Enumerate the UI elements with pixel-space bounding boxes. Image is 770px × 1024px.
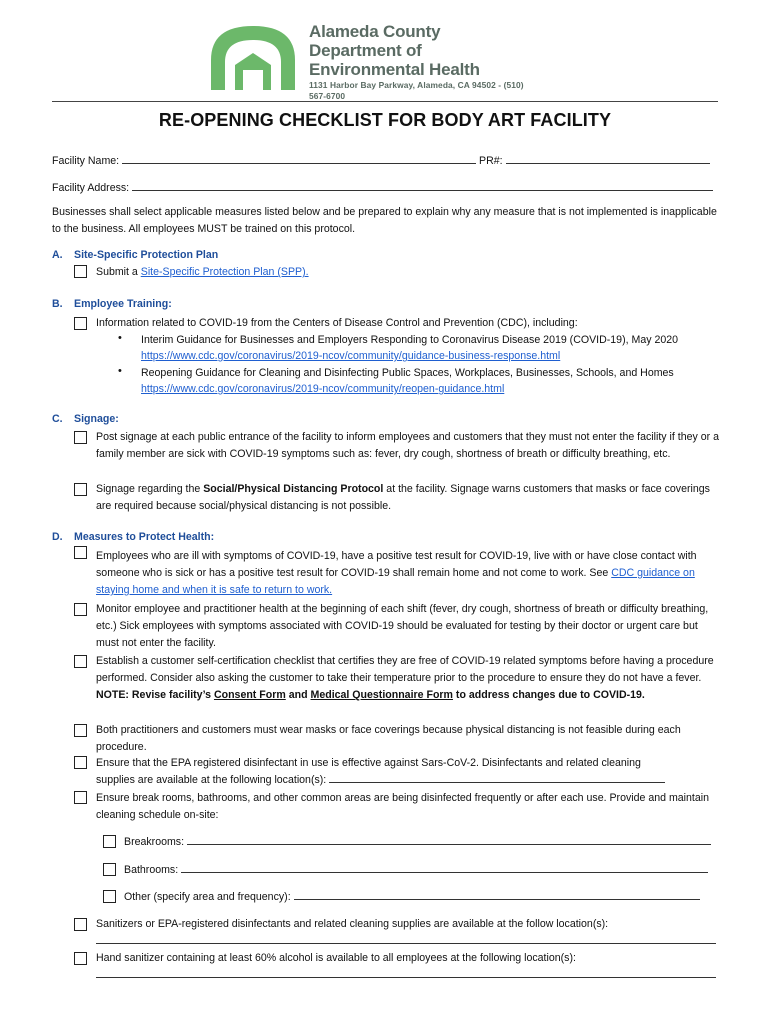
logo-line-1: Alameda County: [309, 22, 441, 41]
checkbox-breakrooms[interactable]: [103, 835, 116, 848]
checkbox-bathrooms[interactable]: [103, 863, 116, 876]
house-arch-icon: [205, 20, 305, 96]
checkbox-a1[interactable]: [74, 265, 87, 278]
cdc-stay-home-link[interactable]: CDC guidance on staying home and when it is safe to return to work.: [96, 567, 695, 596]
checkbox-d5[interactable]: [74, 756, 87, 769]
medical-questionnaire-ref: Medical Questionnaire Form: [310, 689, 453, 701]
section-c-heading: [52, 413, 119, 425]
section-c-letter: C.: [52, 413, 63, 425]
facility-name-label: Facility Name:: [52, 155, 120, 167]
bullet-b1: [141, 332, 721, 364]
pr-number-field[interactable]: [506, 153, 710, 164]
facility-name-row: [52, 153, 710, 167]
section-b-letter: B.: [52, 298, 63, 310]
item-c2-text-b: at the facility. Signage warns customers that masks or face coverings are required because social/physical distancing is not possible.: [96, 483, 710, 512]
logo-text: [309, 22, 535, 102]
facility-address-label: Facility Address:: [52, 182, 130, 194]
section-b-heading: [52, 298, 172, 310]
breakrooms-field[interactable]: [187, 834, 711, 845]
bullet-b1-text: Interim Guidance for Businesses and Employers Responding to Coronavirus Disease 2019 (COVID-19), May 2020: [141, 334, 679, 346]
item-c2-text-a: Signage regarding the: [96, 483, 204, 495]
spp-link[interactable]: Site-Specific Protection Plan (SPP).: [140, 266, 309, 278]
other-label: Other (specify area and frequency):: [124, 891, 291, 903]
checkbox-d4[interactable]: [74, 724, 87, 737]
cdc-business-guidance-link[interactable]: https://www.cdc.gov/coronavirus/2019-ncov/community/guidance-business-response.html: [141, 350, 561, 362]
pr-label: PR#:: [479, 155, 503, 167]
item-d3-tail: to address changes due to COVID-19.: [452, 689, 645, 701]
checkbox-d8[interactable]: [74, 952, 87, 965]
bullet-b2-text: Reopening Guidance for Cleaning and Disinfecting Public Spaces, Workplaces, Businesses, Schools, and Homes: [141, 367, 674, 379]
section-d-letter: D.: [52, 531, 63, 543]
checkbox-d7[interactable]: [74, 918, 87, 931]
checkbox-c2[interactable]: [74, 483, 87, 496]
breakrooms-label: Breakrooms:: [124, 836, 185, 848]
item-d5-line2: supplies are available at the following location(s):: [96, 774, 327, 786]
other-field[interactable]: [294, 889, 700, 900]
bullet-b2: [141, 365, 721, 397]
intro-paragraph: Businesses shall select applicable measures listed below and be prepared to explain why any measure that is not implemented is inapplicable to the business. All employees MUST be trained on this protocol.: [52, 206, 717, 235]
facility-name-field[interactable]: [122, 153, 476, 164]
consent-form-ref: Consent Form: [213, 689, 286, 701]
checkbox-other[interactable]: [103, 890, 116, 903]
item-d3-note: NOTE: Revise facility’s: [96, 689, 214, 701]
section-c-title: Signage:: [74, 413, 119, 425]
item-d5: [96, 755, 721, 789]
item-d7: [96, 916, 721, 944]
section-d-heading: [52, 531, 214, 543]
header-divider: [52, 101, 718, 102]
section-a-letter: A.: [52, 249, 63, 261]
item-d2: Monitor employee and practitioner health at the beginning of each shift (fever, dry cough, shortness of breath or difficulty breathing, etc.) Sick employees with symptoms associated with COVID-19 should be evaluated for testing by their doctor or urgent care but must not enter the facility.: [96, 603, 709, 649]
checkbox-d3[interactable]: [74, 655, 87, 668]
checkbox-d2[interactable]: [74, 603, 87, 616]
page-title: RE-OPENING CHECKLIST FOR BODY ART FACILITY: [158, 110, 612, 130]
cdc-reopen-guidance-link[interactable]: https://www.cdc.gov/coronavirus/2019-ncov/community/reopen-guidance.html: [141, 383, 505, 395]
logo-line-3: Environmental Health: [309, 60, 480, 79]
item-d3-text: Establish a customer self-certification checklist that certifies they are free of COVID-19 related symptoms before having a procedure performed. Consider also asking the customer to take their temperature prior to the procedure to ensure they do not have a fever.: [96, 655, 714, 684]
bathrooms-label: Bathrooms:: [124, 864, 179, 876]
facility-address-row: [52, 180, 713, 194]
bathrooms-row: [124, 862, 708, 876]
section-d-title: Measures to Protect Health:: [74, 531, 215, 543]
logo-address: 1131 Harbor Bay Parkway, Alameda, CA 94502 - (510) 567-6700: [309, 80, 524, 101]
checkbox-b1[interactable]: [74, 317, 87, 330]
item-d6: Ensure break rooms, bathrooms, and other common areas are being disinfected frequently or after each use. Provide and maintain cleaning schedule on-site:: [96, 792, 710, 821]
hand-sanitizer-location-field[interactable]: [96, 967, 716, 978]
item-a1-text: Submit a: [96, 266, 141, 278]
item-d1-text: Employees who are ill with symptoms of COVID-19, have a positive test result for COVID-19, live with or have close contact with someone who is sick or has a positive test result for COVID-19 shall remain home and not come to work. See: [96, 550, 697, 579]
bullet-icon: •: [118, 332, 122, 344]
item-d7-text: Sanitizers or EPA-registered disinfectants and related cleaning supplies are available at the follow location(s):: [96, 918, 609, 930]
checkbox-d6[interactable]: [74, 791, 87, 804]
item-d8: [96, 950, 721, 978]
bullet-icon: •: [118, 365, 122, 377]
item-c1: Post signage at each public entrance of the facility to inform employees and customers that they must not enter the facility if they or a family member are sick with COVID-19 symptoms such as: fever, dry cough, shortness of breath or difficulty breathing, etc.: [96, 431, 720, 460]
item-d3: [96, 653, 721, 704]
item-d4: Both practitioners and customers must wear masks or face coverings because physical distancing is not feasible during each procedure.: [96, 724, 681, 753]
item-d1: [96, 548, 721, 599]
item-d3-and: and: [285, 689, 311, 701]
breakrooms-row: [124, 834, 711, 848]
item-d5-line1: Ensure that the EPA registered disinfectant in use is effective against Sars-CoV-2. Disinfectants and related cleaning: [96, 757, 641, 769]
logo-line-2: Department of: [309, 41, 422, 60]
agency-logo: [205, 20, 535, 101]
section-a-heading: [52, 249, 218, 261]
item-c2: [96, 481, 721, 515]
section-a-title: Site-Specific Protection Plan: [74, 249, 219, 261]
bathrooms-field[interactable]: [181, 862, 708, 873]
other-row: [124, 889, 700, 903]
item-b1: Information related to COVID-19 from the Centers of Disease Control and Prevention (CDC), including:: [96, 317, 578, 329]
disinfectant-location-field[interactable]: [329, 772, 665, 783]
item-c2-bold: Social/Physical Distancing Protocol: [203, 483, 384, 495]
item-a1: [96, 264, 721, 281]
section-b-title: Employee Training:: [74, 298, 172, 310]
facility-address-field[interactable]: [132, 180, 713, 191]
checkbox-d1[interactable]: [74, 546, 87, 559]
item-d8-text: Hand sanitizer containing at least 60% alcohol is available to all employees at the following location(s):: [96, 952, 576, 964]
checkbox-c1[interactable]: [74, 431, 87, 444]
sanitizer-location-field[interactable]: [96, 933, 716, 944]
